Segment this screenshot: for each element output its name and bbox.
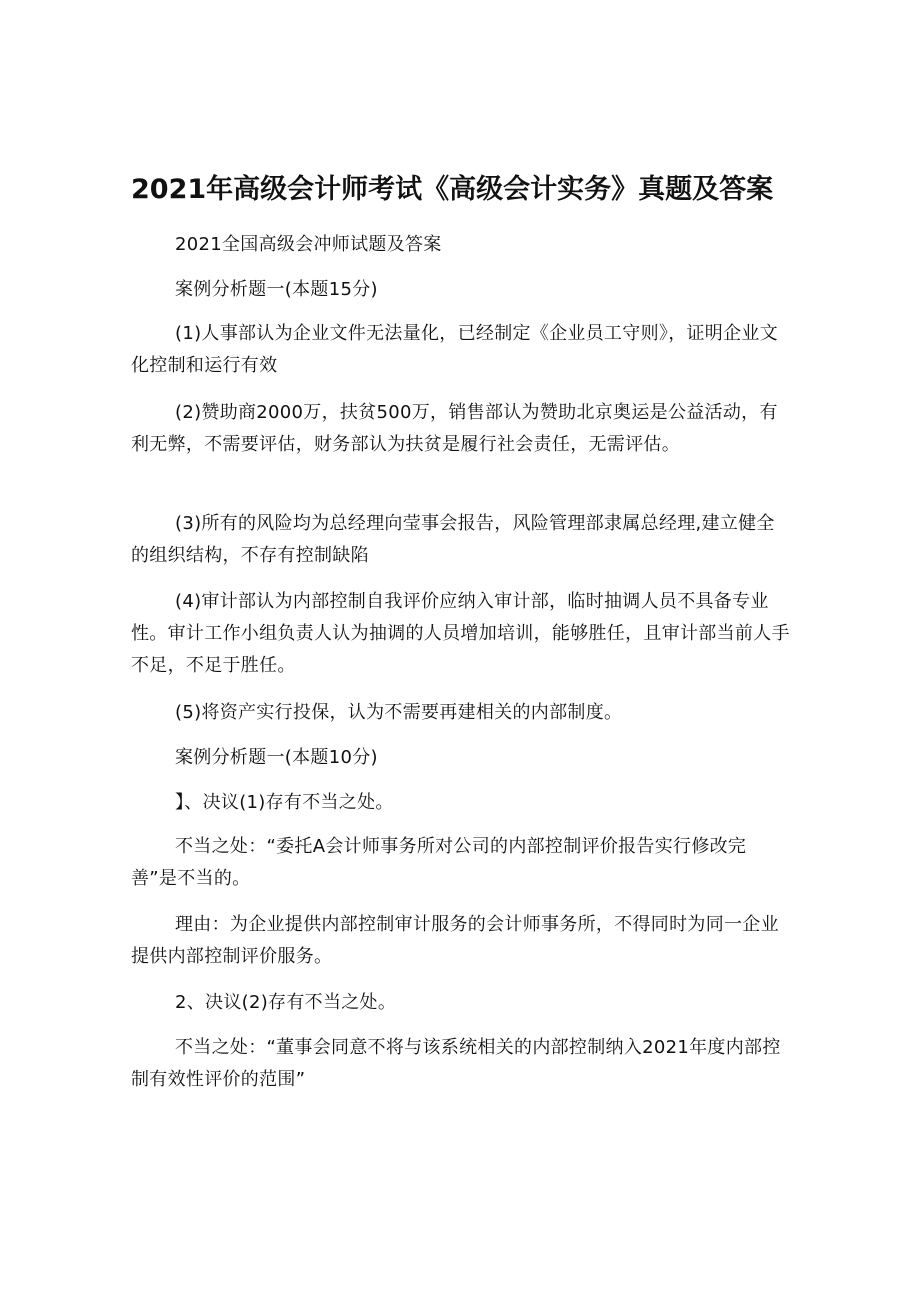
paragraph-case-heading-1: 案例分析题一(本题15分) [175,279,378,300]
paragraph-resolution-2: 2、决议(2)存有不当之处。 [175,992,397,1013]
paragraph-item-2: (2)赞助商2000万，扶贫500万，销售部认为赞助北京奥运是公益活动，有利无弊，不需要评估，财务部认为扶贫是履行社会责任，无需评估。 [131,402,778,455]
paragraph-improper-1: 不当之处：“委托A会计师事务所对公司的内部控制评价报告实行修改完善”是不当的。 [131,836,747,889]
document-title: 2021年高级会计师考试《高级会计实务》真题及答案 [131,174,774,205]
paragraph-item-4: (4)审计部认为内部控制自我评价应纳入审计部，临时抽调人员不具备专业性。审计工作小组负责人认为抽调的人员增加培训，能够胜任，且审计部当前人手不足，不足于胜任。 [131,591,790,676]
paragraph-item-3: (3)所有的风险均为总经理向莹事会报告，风险管理部隶属总经理,建立健全的组织结构，不存有控制缺陷 [131,513,775,566]
paragraph-reason-1: 理由：为企业提供内部控制审计服务的会计师事务所，不得同时为同一企业提供内部控制评价服务。 [131,914,779,967]
paragraph-resolution-1: 】、决议(1)存有不当之处。 [175,792,394,813]
paragraph-case-heading-2: 案例分析题一(本题10分) [175,747,378,768]
paragraph-improper-2: 不当之处：“董事会同意不将与该系统相关的内部控制纳入2021年度内部控制有效性评价的范围” [131,1037,781,1090]
paragraph-item-5: (5)将资产实行投保，认为不需要再建相关的内部制度。 [175,702,623,723]
paragraph-item-1: (1)人事部认为企业文件无法量化，已经制定《企业员工守则》，证明企业文化控制和运行有效 [131,323,778,376]
paragraph-subtitle: 2021全国高级会冲师试题及答案 [175,234,442,255]
